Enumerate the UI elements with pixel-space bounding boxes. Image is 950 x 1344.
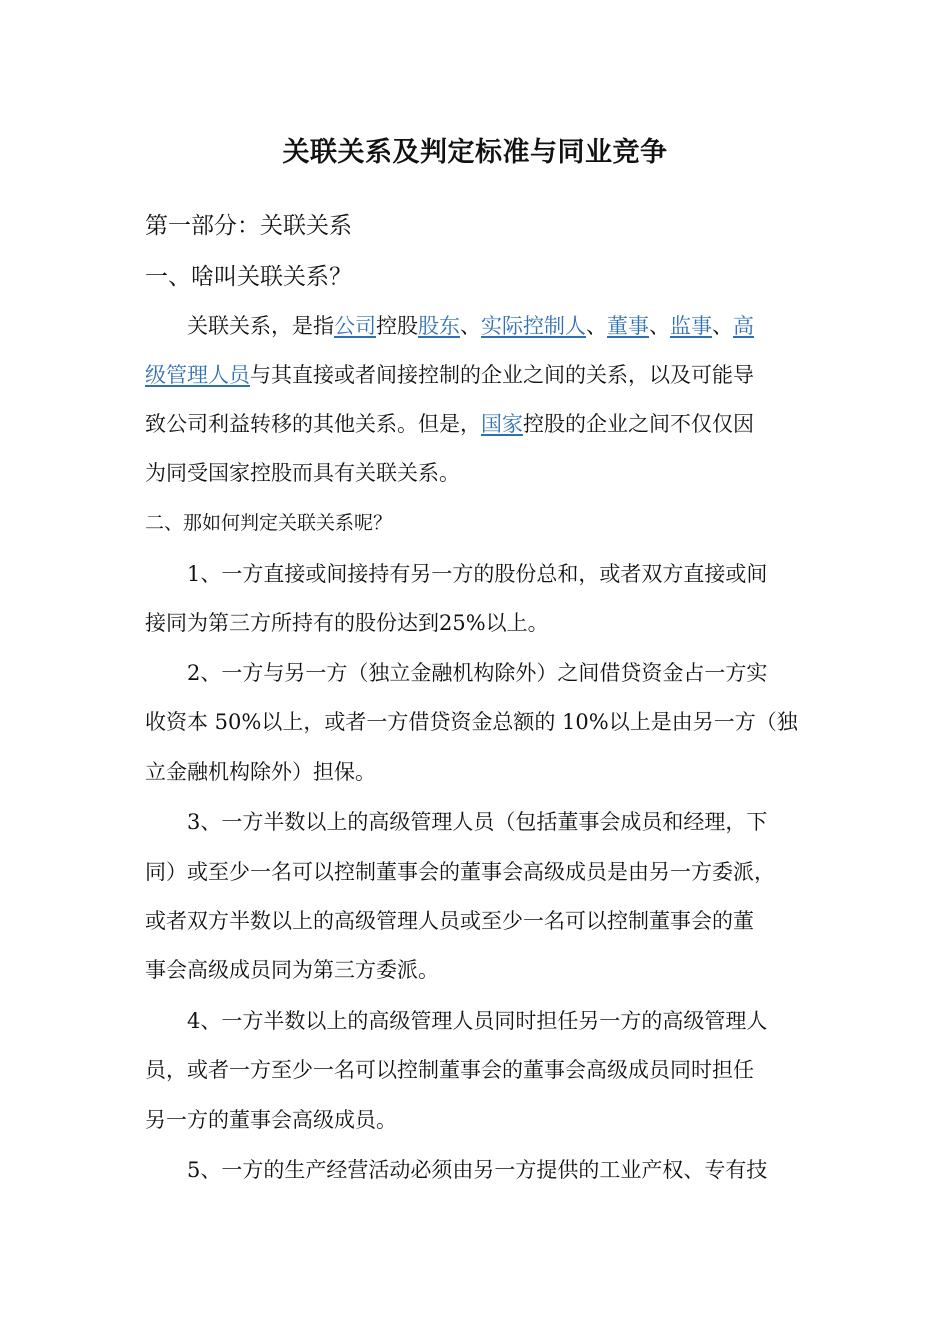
item4-line-2: 员，或者一方至少一名可以控制董事会的董事会高级成员同时担任 — [145, 1058, 754, 1082]
para-text: 控股的企业之间不仅仅因 — [523, 412, 754, 436]
item5-line-1: 5、一方的生产经营活动必须由另一方提供的工业产权、专有技 — [187, 1158, 768, 1182]
item1-line-2: 接同为第三方所持有的股份达到25%以上。 — [145, 611, 549, 635]
section1-para-line-2 — [145, 360, 754, 390]
link-senior-management-part2[interactable]: 级管理人员 — [145, 363, 250, 387]
para-text: 控股 — [376, 314, 418, 338]
separator: 、 — [586, 314, 607, 338]
section1-heading: 一、啥叫关联关系？ — [145, 264, 352, 290]
item4-line-1: 4、一方半数以上的高级管理人员同时担任另一方的高级管理人 — [187, 1009, 768, 1033]
item3-line-3: 或者双方半数以上的高级管理人员或至少一名可以控制董事会的董 — [145, 909, 754, 933]
separator: 、 — [712, 314, 733, 338]
separator: 、 — [649, 314, 670, 338]
item1-line-1: 1、一方直接或间接持有另一方的股份总和，或者双方直接或间 — [187, 562, 768, 586]
item2-line-1: 2、一方与另一方（独立金融机构除外）之间借贷资金占一方实 — [187, 661, 768, 685]
item4-line-3: 另一方的董事会高级成员。 — [145, 1108, 397, 1132]
para-text: 与其直接或者间接控制的企业之间的关系，以及可能导 — [250, 363, 754, 387]
link-director[interactable]: 董事 — [607, 314, 649, 338]
link-senior-management-part1[interactable]: 高 — [733, 314, 754, 338]
item3-line-4: 事会高级成员同为第三方委派。 — [145, 958, 439, 982]
item3-line-2: 同）或至少一名可以控制董事会的董事会高级成员是由另一方委派， — [145, 860, 775, 884]
item3-line-1: 3、一方半数以上的高级管理人员（包括董事会成员和经理，下 — [187, 810, 768, 834]
section1-para-line-4: 为同受国家控股而具有关联关系。 — [145, 461, 460, 485]
link-company[interactable]: 公司 — [334, 314, 376, 338]
link-supervisor[interactable]: 监事 — [670, 314, 712, 338]
link-actual-controller[interactable]: 实际控制人 — [481, 314, 586, 338]
item2-line-3: 立金融机构除外）担保。 — [145, 760, 376, 784]
link-state[interactable]: 国家 — [481, 412, 523, 436]
document-title: 关联关系及判定标准与同业竞争 — [282, 137, 668, 168]
link-shareholder[interactable]: 股东 — [418, 314, 460, 338]
section1-para-line-3 — [145, 409, 754, 439]
part-heading: 第一部分：关联关系 — [145, 213, 352, 239]
para-text: 致公司利益转移的其他关系。但是， — [145, 412, 481, 436]
para-text: 关联关系，是指 — [187, 314, 334, 338]
section1-para-line-1 — [187, 311, 754, 341]
separator: 、 — [460, 314, 481, 338]
section2-heading: 二、那如何判定关联关系呢？ — [145, 512, 393, 534]
item2-line-2: 收资本 50%以上，或者一方借贷资金总额的 10%以上是由另一方（独 — [145, 710, 798, 734]
